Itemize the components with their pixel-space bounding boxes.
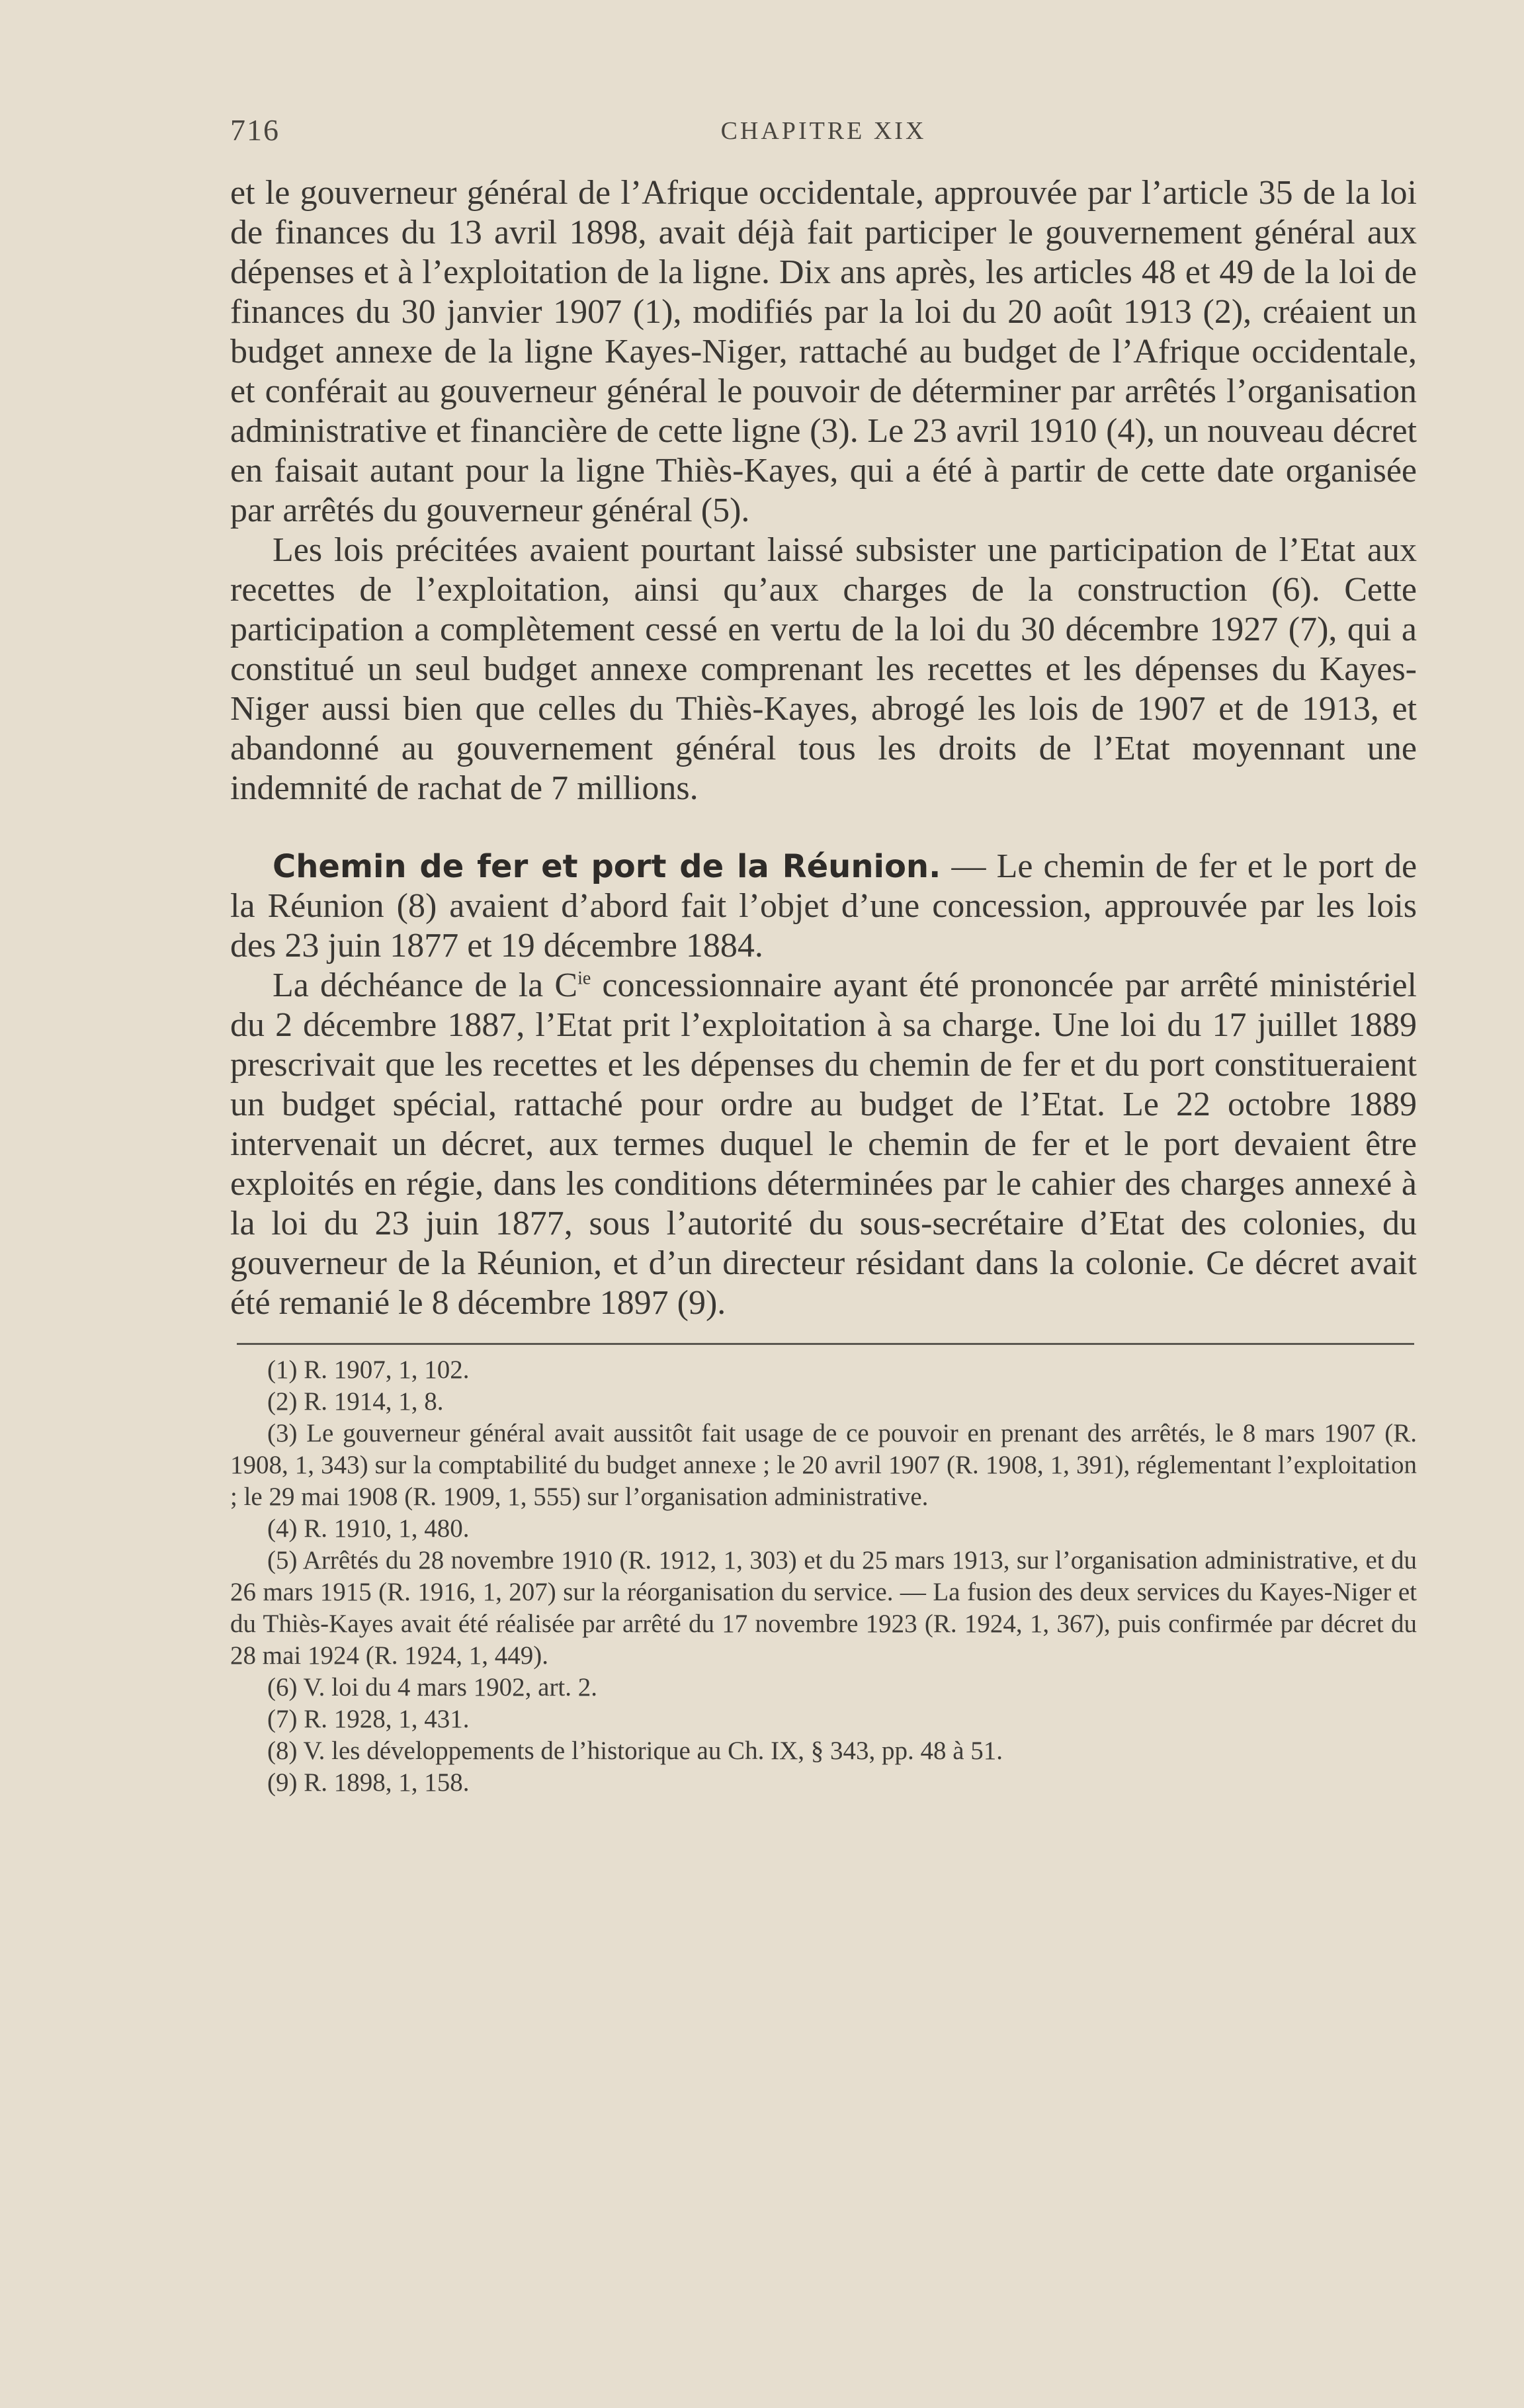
superscript-ie: ie <box>577 968 591 989</box>
paragraph-4-start: La déchéance de la C <box>273 967 578 1004</box>
footnote-2: (2) R. 1914, 1, 8. <box>267 1387 444 1416</box>
footnote-7: (7) R. 1928, 1, 431. <box>267 1705 470 1733</box>
section-reunion <box>230 847 1417 1323</box>
paragraph-3-text: Le chemin de fer et le port de la Réunion (8) avaient d’abord fait l’objet d’une concession, approuvée par les lois des 23 juin 1877 et 19 décembre 1884. <box>230 847 1418 965</box>
paragraph-1: et le gouverneur général de l’Afrique occidentale, approuvée par l’article 35 de la loi de finances du 13 avril 1898, avait déjà fait participer le gouvernement général aux dépenses et à l’exploitation de la ligne. Dix ans après, les articles 48 et 49 de la loi de finances du 30 janvier 1907 (1), modifiés par la loi du 20 août 1913 (2), créaient un budget annexe de la ligne Kayes-Niger, rattaché au budget de l’Afrique occidentale, et conférait au gouverneur général le pouvoir de déterminer par arrêtés l’organisation administrative et financière de cette ligne (3). Le 23 avril 1910 (4), un nouveau décret en faisait autant pour la ligne Thiès-Kayes, qui a été à partir de cette date organisée par arrêtés du gouverneur général (5). <box>230 174 1417 529</box>
footnote-divider <box>237 1343 1414 1345</box>
paragraph-4 <box>230 966 1417 1323</box>
footnote-6: (6) V. loi du 4 mars 1902, art. 2. <box>267 1673 598 1701</box>
running-header <box>230 112 1417 159</box>
footnotes <box>230 1354 1417 1799</box>
footnote-5: (5) Arrêtés du 28 novembre 1910 (R. 1912, 1, 303) et du 25 mars 1913, sur l’organisation administrative, et du 26 mars 1915 (R. 1916, 1, 207) sur la réorganisation du service. — La fusion des deux services du Kayes-Niger et du Thiès-Kayes avait été réalisée par arrêté du 17 novembre 1923 (R. 1924, 1, 367), puis confirmée par décret du 28 mai 1924 (R. 1924, 1, 449). <box>230 1546 1417 1670</box>
footnote-3: (3) Le gouverneur général avait aussitôt fait usage de ce pouvoir en prenant des arrêtés, le 8 mars 1907 (R. 1908, 1, 343) sur la comptabilité du budget annexe ; le 20 avril 1907 (R. 1908, 1, 391), réglementant l’exploitation ; le 29 mai 1908 (R. 1909, 1, 555) sur l’organisation administrative. <box>230 1419 1417 1511</box>
chapter-title: CHAPITRE XIX <box>720 117 927 145</box>
footnote-9: (9) R. 1898, 1, 158. <box>267 1768 470 1797</box>
footnote-8: (8) V. les développements de l’historique au Ch. IX, § 343, pp. 48 à 51. <box>267 1737 1003 1765</box>
section-title: Chemin de fer et port de la Réunion. <box>273 848 941 885</box>
footnote-1: (1) R. 1907, 1, 102. <box>267 1355 470 1384</box>
page <box>230 112 1417 1799</box>
paragraph-4-end: concessionnaire ayant été prononcée par arrêté ministériel du 2 décembre 1887, l’Etat prit l’exploitation à sa charge. Une loi du 17 juillet 1889 prescrivait que les recettes et les dépenses du chemin de fer et du port constitueraient un budget spécial, rattaché pour ordre au budget de l’Etat. Le 22 octobre 1889 intervenait un décret, aux termes duquel le chemin de fer et le port devaient être exploités en régie, dans les conditions déterminées par le cahier des charges annexé à la loi du 23 juin 1877, sous l’autorité du sous-secrétaire d’Etat des colonies, du gouverneur de la Réunion, et d’un directeur résidant dans la colonie. Ce décret avait été remanié le 8 décembre 1897 (9). <box>230 967 1418 1322</box>
em-dash: — <box>941 847 997 885</box>
page-number: 716 <box>230 113 280 147</box>
footnote-4: (4) R. 1910, 1, 480. <box>267 1514 470 1543</box>
main-text <box>230 173 1417 1323</box>
paragraph-3 <box>230 847 1417 966</box>
paragraph-2: Les lois précitées avaient pourtant laissé subsister une participation de l’Etat aux recettes de l’exploitation, ainsi qu’aux charges de la construction (6). Cette participation a complètement cessé en vertu de la loi du 30 décembre 1927 (7), qui a constitué un seul budget annexe comprenant les recettes et les dépenses du Kayes-Niger aussi bien que celles du Thiès-Kayes, abrogé les lois de 1907 et de 1913, et abandonné au gouvernement général tous les droits de l’Etat moyennant une indemnité de rachat de 7 millions. <box>230 531 1417 807</box>
